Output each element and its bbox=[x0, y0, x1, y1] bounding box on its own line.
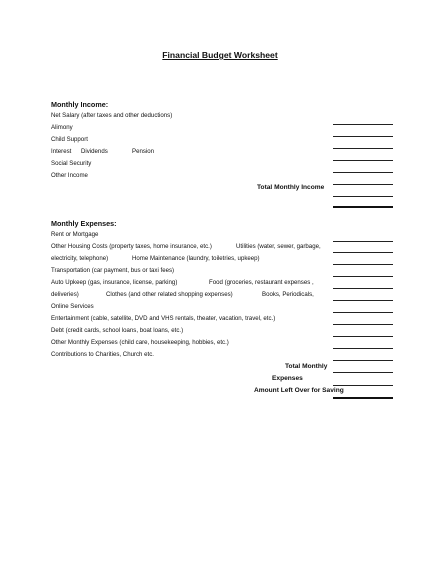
income-other-line[interactable] bbox=[333, 184, 393, 185]
expense-auto-label: Auto Upkeep (gas, insurance, license, parking) bbox=[51, 279, 178, 286]
expense-books-label: Books, Periodicals, bbox=[262, 291, 314, 298]
amount-left-over-line[interactable] bbox=[333, 385, 393, 386]
expense-food-line[interactable] bbox=[333, 300, 393, 301]
income-heading: Monthly Income: bbox=[51, 100, 109, 109]
expense-auto-line[interactable] bbox=[333, 288, 393, 289]
expense-clothes-label: Clothes (and other related shopping expenses) bbox=[106, 291, 233, 298]
income-alimony-label: Alimony bbox=[51, 124, 73, 131]
income-net-salary-label: Net Salary (after taxes and other deductions) bbox=[51, 112, 173, 119]
income-total-line[interactable] bbox=[333, 196, 393, 197]
expense-other-label: Other Monthly Expenses (child care, housekeeping, hobbies, etc.) bbox=[51, 339, 229, 346]
income-total-label: Total Monthly Income bbox=[257, 184, 325, 191]
expense-deliveries-label: deliveries) bbox=[51, 291, 79, 298]
income-social-security-label: Social Security bbox=[51, 160, 92, 167]
expense-food-label: Food (groceries, restaurant expenses , bbox=[209, 279, 314, 286]
expense-online-label: Online Services bbox=[51, 303, 94, 310]
income-other-label: Other Income bbox=[51, 172, 88, 179]
expense-utilities-label: Utilities (water, sewer, garbage, bbox=[236, 243, 321, 250]
income-social-security-line[interactable] bbox=[333, 172, 393, 173]
page-title: Financial Budget Worksheet bbox=[162, 50, 278, 60]
expense-transportation-label: Transportation (car payment, bus or taxi fees) bbox=[51, 267, 175, 274]
expense-debt-line[interactable] bbox=[333, 336, 393, 337]
income-alimony-line[interactable] bbox=[333, 136, 393, 137]
expenses-total-label-line2: Expenses bbox=[272, 375, 303, 382]
expenses-total-line[interactable] bbox=[333, 372, 393, 373]
income-interest-line[interactable] bbox=[333, 160, 393, 161]
expense-home-maintenance-label: Home Maintenance (laundry, toiletries, upkeep) bbox=[132, 255, 260, 262]
expense-rent-line[interactable] bbox=[333, 241, 393, 242]
amount-left-over-double-line bbox=[333, 397, 393, 399]
expense-housing-label: Other Housing Costs (property taxes, home insurance, etc.) bbox=[51, 243, 212, 250]
amount-left-over-label: Amount Left Over for Saving bbox=[254, 387, 344, 394]
expense-rent-label: Rent or Mortgage bbox=[51, 231, 99, 238]
expense-other-line[interactable] bbox=[333, 348, 393, 349]
expense-housing-line[interactable] bbox=[333, 252, 393, 253]
expense-clothes-line[interactable] bbox=[333, 312, 393, 313]
expenses-heading: Monthly Expenses: bbox=[51, 219, 117, 228]
income-interest-label: Interest bbox=[51, 148, 72, 155]
expense-entertainment-label: Entertainment (cable, satellite, DVD and VHS rentals, theater, vacation, travel, etc.) bbox=[51, 315, 276, 322]
income-pension-label: Pension bbox=[132, 148, 155, 155]
expense-electricity-label: electricity, telephone) bbox=[51, 255, 109, 262]
expense-entertainment-line[interactable] bbox=[333, 324, 393, 325]
expenses-total-label-line1: Total Monthly bbox=[285, 363, 328, 370]
income-net-salary-line[interactable] bbox=[333, 124, 393, 125]
income-dividends-label: Dividends bbox=[81, 148, 108, 155]
expense-charity-label: Contributions to Charities, Church etc. bbox=[51, 351, 154, 358]
expense-transportation-line[interactable] bbox=[333, 276, 393, 277]
income-child-support-line[interactable] bbox=[333, 148, 393, 149]
expense-utilities-line[interactable] bbox=[333, 264, 393, 265]
expense-debt-label: Debt (credit cards, school loans, boat loans, etc.) bbox=[51, 327, 184, 334]
income-child-support-label: Child Support bbox=[51, 136, 88, 143]
expense-charity-line[interactable] bbox=[333, 360, 393, 361]
income-total-double-line bbox=[333, 206, 393, 208]
